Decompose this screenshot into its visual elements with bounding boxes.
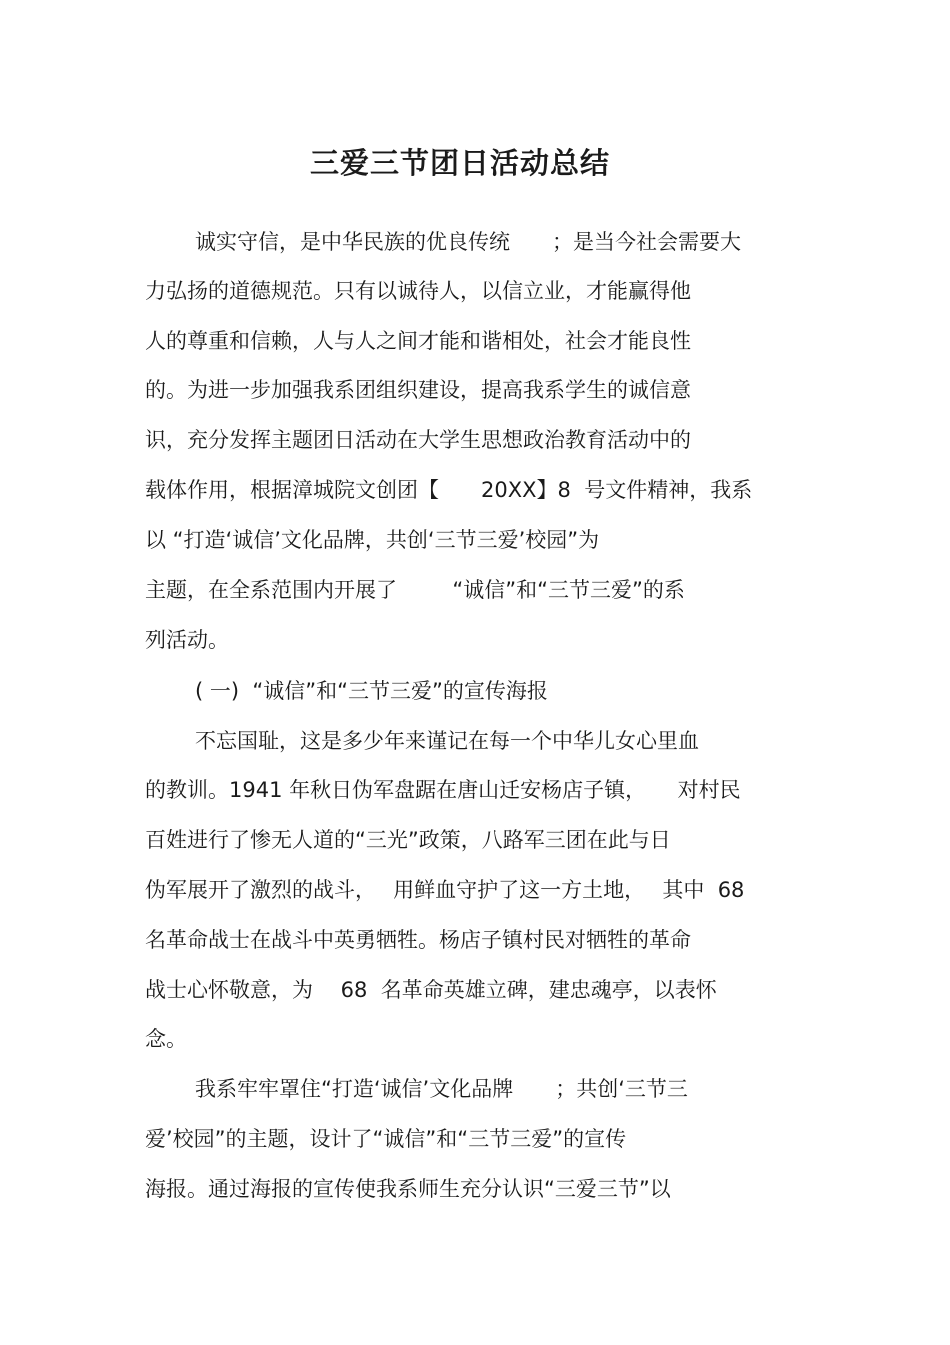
paragraph-line: 我系牢牢罩住“打造‘诚信’文化品牌 ；共创‘三节三 — [195, 1077, 688, 1101]
paragraph-line: 百姓进行了惨无人道的“三光”政策，八路军三团在此与日 — [145, 828, 671, 852]
paragraph-line: 力弘扬的道德规范。只有以诚待人，以信立业，才能赢得他 — [145, 279, 691, 303]
paragraph-line: 海报。通过海报的宣传使我系师生充分认识“三爱三节”以 — [145, 1177, 671, 1201]
paragraph-line: 识，充分发挥主题团日活动在大学生思想政治教育活动中的 — [145, 428, 691, 452]
paragraph-line: 战士心怀敬意，为 68 名革命英雄立碑，建忠魂亭，以表怀 — [145, 978, 717, 1002]
paragraph-line: 载体作用，根据漳城院文创团【 20XX】8 号文件精神，我系 — [145, 478, 753, 502]
paragraph-line: 人的尊重和信赖，人与人之间才能和谐相处，社会才能良性 — [145, 329, 691, 353]
paragraph-line: 的。为进一步加强我系团组织建设，提高我系学生的诚信意 — [145, 378, 691, 402]
paragraph-line: 的教训。1941 年秋日伪军盘踞在唐山迁安杨店子镇， 对村民 — [145, 778, 741, 802]
paragraph-line: 诚实守信，是中华民族的优良传统 ；是当今社会需要大 — [195, 230, 741, 254]
paragraph-line: 念。 — [145, 1027, 187, 1051]
paragraph-line: 列活动。 — [145, 628, 229, 652]
document-title: 三爱三节团日活动总结 — [309, 146, 610, 181]
paragraph-line: 名革命战士在战斗中英勇牺牲。杨店子镇村民对牺牲的革命 — [145, 928, 691, 952]
section-heading: ( 一) “诚信”和“三节三爱”的宣传海报 — [195, 679, 548, 703]
paragraph-line: 主题，在全系范围内开展了 “诚信”和“三节三爱”的系 — [145, 578, 685, 602]
paragraph-line: 伪军展开了激烈的战斗， 用鲜血守护了这一方土地， 其中 68 — [145, 878, 745, 902]
paragraph-line: 不忘国耻，这是多少年来谨记在每一个中华儿女心里血 — [195, 729, 699, 753]
paragraph-line: 爱’校园”的主题，设计了“诚信”和“三节三爱”的宣传 — [145, 1127, 627, 1151]
paragraph-line: 以 “打造‘诚信’文化品牌，共创‘三节三爱’校园”为 — [145, 528, 600, 552]
